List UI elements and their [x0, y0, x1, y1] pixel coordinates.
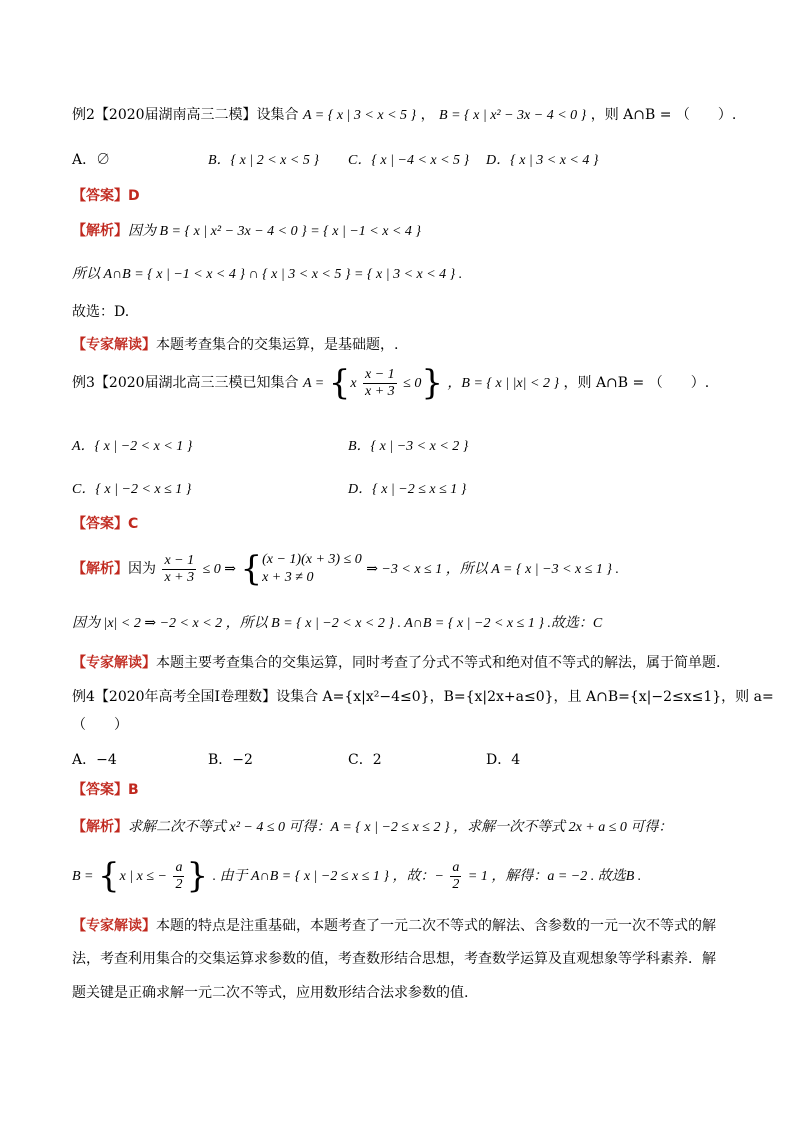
- ex3-option-a: A．{ x | −2 < x < 1 }: [72, 439, 193, 454]
- ex4-option-b: B．−2: [208, 752, 253, 768]
- ex2-set-b: B = { x | x² − 3x − 4 < 0 }: [439, 108, 587, 123]
- ex3-system: [262, 551, 362, 587]
- ex4-solution-cond: x | x ≤ −: [119, 869, 168, 884]
- ex3-solution-result: ⇒ −3 < x ≤ 1 ，所以 A = { x | −3 < x ≤ 1 } .: [366, 562, 620, 577]
- ex2-question: [72, 106, 736, 125]
- ex4-fraction-a2: [173, 860, 184, 893]
- ex4-solution-middle: . 由于 A∩B = { x | −2 ≤ x ≤ 1 } ，故：−: [212, 869, 444, 884]
- ex2-answer-tag: 【答案】: [72, 188, 128, 204]
- ex4-option-d: D．4: [486, 752, 521, 768]
- ex4-fraction-a2-second: [450, 860, 461, 893]
- ex4-solution-2: [72, 856, 641, 897]
- ex2-solution-1: [72, 222, 421, 241]
- ex3-set-a-name: A =: [303, 376, 325, 391]
- ex2-comma: ，: [420, 107, 435, 123]
- ex3-option-c: C．{ x | −2 < x ≤ 1 }: [72, 482, 192, 497]
- ex2-solution-2: 所以 A∩B = { x | −1 < x < 4 } ∩ { x | 3 < x < 5 } = { x | 3 < x < 4 } .: [72, 267, 463, 282]
- ex3-system-line-1: (x − 1)(x + 3) ≤ 0: [262, 552, 362, 567]
- left-brace-icon: {: [97, 856, 120, 896]
- ex3-question: [72, 363, 710, 403]
- ex3-system-line-2: x + 3 ≠ 0: [262, 570, 314, 585]
- ex3-fraction: [363, 367, 397, 400]
- ex2-expert-tag: 【专家解读】: [72, 337, 156, 353]
- ex4-answer: [72, 781, 139, 799]
- ex3-solution-fraction-den: x + 3: [164, 569, 195, 585]
- ex3-expert-tag: 【专家解读】: [72, 655, 156, 671]
- ex3-set-a-cond: ≤ 0: [403, 376, 422, 391]
- ex4-fraction-2-num: a: [452, 859, 460, 875]
- ex2-option-d: D．{ x | 3 < x < 4 }: [486, 153, 599, 168]
- ex2-option-b: B．{ x | 2 < x < 5 }: [208, 153, 319, 168]
- ex4-option-c: C．2: [348, 752, 382, 768]
- ex4-question: 例4【2020年高考全国Ⅰ卷理数】设集合 A={x|x²−4≤0}，B={x|2x+a≤0}，且 A∩B={x|−2≤x≤1}，则 a=: [72, 689, 774, 705]
- ex2-set-a: A = { x | 3 < x < 5 }: [303, 108, 417, 123]
- ex4-solution-end: = 1 ，解得：a = −2 . 故选B .: [467, 869, 642, 884]
- ex2-answer: [72, 187, 140, 205]
- ex3-answer-tag: 【答案】: [72, 516, 128, 532]
- ex3-fraction-num: x − 1: [365, 366, 395, 382]
- ex4-solution-text: 求解二次不等式 x² − 4 ≤ 0 可得：A = { x | −2 ≤ x ≤ 2 } ，求解一次不等式 2x + a ≤ 0 可得：: [128, 820, 673, 835]
- ex3-solution-fraction: [162, 553, 196, 586]
- ex3-option-b: B．{ x | −3 < x < 2 }: [348, 439, 469, 454]
- ex3-expert-text: 本题主要考查集合的交集运算，同时考查了分式不等式和绝对值不等式的解法，属于简单题.: [156, 655, 721, 671]
- ex2-ask: ，则 A∩B = （ ）.: [590, 107, 737, 123]
- ex4-option-a: A．−4: [72, 752, 117, 768]
- ex3-expert: [72, 654, 720, 672]
- ex4-expert-1: [72, 917, 716, 935]
- ex4-expert-text-1: 本题的特点是注重基础，本题考查了一元二次不等式的解法、含参数的一元一次不等式的解: [156, 918, 716, 934]
- ex3-option-d: D．{ x | −2 ≤ x ≤ 1 }: [348, 482, 467, 497]
- ex3-set-b: ，B = { x | |x| < 2 }: [447, 376, 560, 391]
- ex4-answer-value: B: [128, 782, 139, 798]
- ex4-expert-2: 法，考查利用集合的交集运算求参数的值，考查数形结合思想，考查数学运算及直观想象等学科素养．解: [72, 951, 716, 967]
- ex4-answer-tag: 【答案】: [72, 782, 128, 798]
- ex4-fraction-num: a: [175, 859, 183, 875]
- system-brace-icon: {: [240, 549, 263, 589]
- ex2-expert: [72, 336, 398, 354]
- ex4-fraction-2-den: 2: [452, 876, 460, 892]
- ex3-solution-2: 因为 |x| < 2 ⇒ −2 < x < 2 ，所以 B = { x | −2 < x < 2 } . A∩B = { x | −2 < x ≤ 1 } .故选：C: [72, 616, 603, 631]
- ex3-solution-because: 因为: [128, 561, 156, 577]
- ex4-fraction-den: 2: [175, 876, 183, 892]
- ex4-solution-tag: 【解析】: [72, 819, 128, 835]
- ex3-answer: [72, 515, 138, 533]
- ex2-label: 例2【2020届湖南高三二模】设集合: [72, 107, 299, 123]
- ex4-solution-set-b: B =: [72, 869, 94, 884]
- ex2-solution-3: 故选：D.: [72, 304, 130, 320]
- left-brace-icon: {: [328, 363, 351, 403]
- ex3-solution-1: [72, 551, 619, 588]
- ex3-set-a-var: x: [350, 376, 357, 391]
- ex4-expert-tag: 【专家解读】: [72, 918, 156, 934]
- right-brace-icon: }: [421, 363, 443, 403]
- ex3-solution-fraction-num: x − 1: [164, 552, 195, 568]
- ex4-paren: （ ）: [72, 717, 128, 733]
- ex3-answer-value: C: [128, 516, 139, 532]
- ex4-solution-1: [72, 818, 672, 837]
- ex2-solution-text: 因为 B = { x | x² − 3x − 4 < 0 } = { x | −1 < x < 4 }: [128, 224, 421, 239]
- ex2-option-a: A．∅: [72, 152, 111, 168]
- ex2-option-c: C．{ x | −4 < x < 5 }: [348, 153, 470, 168]
- right-brace-icon: }: [186, 856, 209, 896]
- ex3-solution-implies: ≤ 0 ⇒: [202, 562, 236, 577]
- ex4-expert-3: 题关键是正确求解一元二次不等式，应用数形结合法求参数的值.: [72, 985, 469, 1001]
- ex2-solution-tag: 【解析】: [72, 223, 128, 239]
- ex3-label: 例3【2020届湖北高三三模已知集合: [72, 375, 299, 391]
- ex2-answer-value: D: [128, 188, 140, 204]
- ex3-ask: ，则 A∩B = （ ）.: [563, 375, 710, 391]
- ex3-solution-tag: 【解析】: [72, 561, 128, 577]
- ex2-expert-text: 本题考查集合的交集运算，是基础题，.: [156, 337, 399, 353]
- ex3-fraction-den: x + 3: [365, 383, 395, 399]
